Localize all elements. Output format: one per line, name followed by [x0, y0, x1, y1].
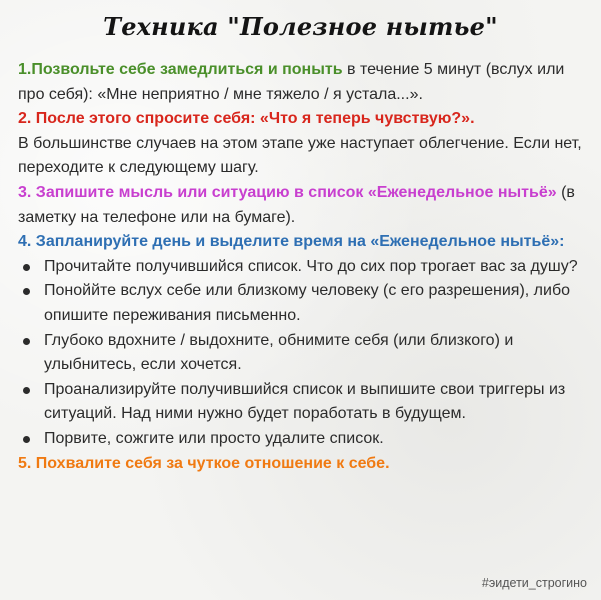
list-item: Проанализируйте получившийся список и выпишите свои триггеры из ситуаций. Над ними нужно будет поработать в будущем.: [18, 378, 586, 427]
technique-body: [18, 58, 586, 476]
step-4-bullet-list: [18, 255, 586, 452]
list-item: Прочитайте получившийся список. Что до сих пор трогает вас за душу?: [18, 255, 586, 280]
step-5-heading: 5. Похвалите себя за чуткое отношение к себе.: [18, 454, 390, 472]
bullet-dot-icon: [23, 264, 30, 271]
step-1: [18, 58, 586, 107]
list-item: Поноййте вслух себе или близкому человеку (с его разрешения), либо опишите переживания письменно.: [18, 279, 586, 328]
step-1-text: в течение 5 минут (вслух или про себя): «Мне неприятно / мне тяжело / я устала...».: [18, 61, 565, 103]
bullet-dot-icon: [23, 436, 30, 443]
hashtag: #эидети_строгино: [481, 576, 587, 590]
step-3-text: (в заметку на телефоне или на бумаге).: [18, 183, 575, 226]
step-4-heading: 4. Запланируйте день и выделите время на «Еженедельное нытьё»:: [18, 233, 565, 251]
list-item: Порвите, сожгите или просто удалите список.: [18, 427, 586, 452]
step-4: [18, 230, 586, 255]
step-1-heading: 1.Позвольте себе замедлиться и поныть: [18, 61, 343, 78]
bullet-dot-icon: [23, 288, 30, 295]
list-item: Глубоко вдохните / выдохните, обнимите себя (или близкого) и улыбнитесь, если хочется.: [18, 329, 586, 378]
step-3: [18, 181, 586, 230]
step-2-heading: 2. После этого спросите себя: «Что я теперь чувствую?».: [18, 110, 475, 128]
bullet-dot-icon: [23, 387, 30, 394]
page-title: Техника "Полезное нытье": [103, 12, 498, 41]
step-2-text: В большинстве случаев на этом этапе уже наступает облегчение. Если нет, переходите к следующему шагу.: [18, 134, 582, 177]
step-5: [18, 452, 586, 477]
step-3-heading: 3. Запишите мысль или ситуацию в список «Еженедельное нытьё»: [18, 183, 557, 201]
bullet-dot-icon: [23, 338, 30, 345]
step-2: [18, 107, 586, 132]
